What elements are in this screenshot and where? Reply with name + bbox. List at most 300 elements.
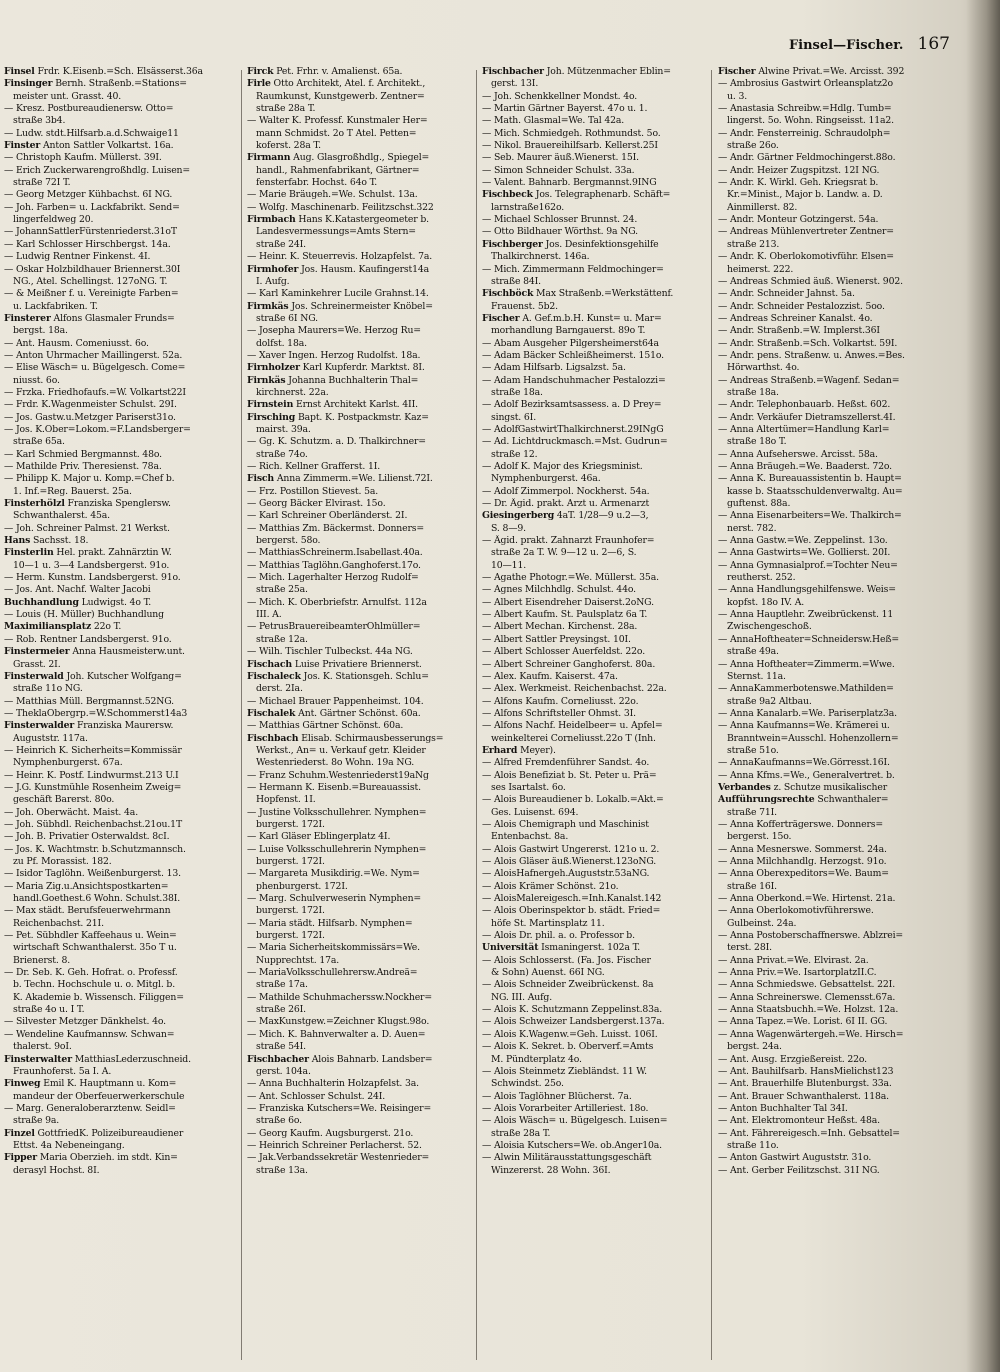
directory-entry-line: straße 13a. <box>256 1164 308 1176</box>
directory-entry-line: — Alfred Fremdenführer Sandst. 4o. <box>482 757 650 769</box>
directory-entry-line: Fischböck Max Straßenb.=Werkstättenf. <box>482 288 674 300</box>
directory-entry-line: Fischach Luise Privatiere Briennerst. <box>247 658 422 670</box>
directory-entry-line: — Anna Oberkond.=We. Hirtenst. 21a. <box>718 893 896 905</box>
directory-column-4 <box>718 66 950 1366</box>
directory-entry-line: — Nikol. Brauereihilfsarb. Kellerst.25I <box>482 140 658 152</box>
directory-entry-line: — Andr. Heizer Zugspitzst. 12I NG. <box>718 164 880 176</box>
directory-entry-line: lingerfeldweg 20. <box>13 214 94 226</box>
directory-entry-line: — Simon Schneider Schulst. 33a. <box>482 164 635 176</box>
entry-surname: Erhard <box>482 744 518 756</box>
directory-entry-line: Finweg Emil K. Hauptmann u. Kom= <box>4 1078 177 1090</box>
directory-entry-line: straße 18a. <box>491 386 543 398</box>
directory-entry-line: — Alfons Nachf. Heidelbeer= u. Apfel= <box>482 720 663 732</box>
directory-entry-line: — Anna Kofferträgerswe. Donners= <box>718 818 884 830</box>
directory-entry-line: straße 213. <box>727 238 780 250</box>
directory-entry-line: straße 26I. <box>256 1004 306 1016</box>
directory-entry-line: bergerst. 15o. <box>727 831 792 843</box>
directory-entry-line: — Alois Krämer Schönst. 21o. <box>482 880 619 892</box>
directory-entry-line: — Albert Schlosser Auerfeldst. 22o. <box>482 646 646 658</box>
directory-entry-line: — Andr. Schneider Jahnst. 5a. <box>718 288 855 300</box>
directory-entry-line: — Anna Tapez.=We. Lorist. 6I II. GG. <box>718 1016 888 1028</box>
entry-surname: Finstermeier <box>4 646 70 658</box>
directory-entry-line: — Justine Volksschullehrer. Nymphen= <box>247 806 427 818</box>
directory-entry-line: — Math. Glasmal=We. Tal 42a. <box>482 115 625 127</box>
directory-entry-line: — Anna Postoberschaffnerswe. Ablzrei= <box>718 930 904 942</box>
directory-entry-line: — Jos. Ant. Nachf. Walter Jacobi <box>4 584 151 596</box>
directory-entry-line: — Heinrich Schreiner Perlacherst. 52. <box>247 1139 422 1151</box>
directory-entry-line: — Ant. Brauer Schwanthalerst. 118a. <box>718 1090 889 1102</box>
directory-entry-line: Finsterer Alfons Glasmaler Frunds= <box>4 312 175 324</box>
directory-entry-line: terst. 28I. <box>727 942 772 954</box>
entry-surname: Giesingerberg <box>482 510 555 522</box>
directory-entry-line: handl., Rahmenfabrikant, Gärtner= <box>256 164 420 176</box>
directory-entry-line: höfe St. Martinsplatz 11. <box>491 917 605 929</box>
directory-entry-line: ses Isartalst. 6o. <box>491 781 566 793</box>
directory-entry-line: — Jos. K. Wachtmstr. b.Schutzmannsch. <box>4 843 186 855</box>
directory-entry-line: — Alois Benefiziat b. St. Peter u. Prä= <box>482 769 657 781</box>
directory-entry-line: — Marg. Generaloberarztenw. Seidl= <box>4 1102 176 1114</box>
directory-entry-line: — Anna Milchhandlg. Herzogst. 91o. <box>718 856 887 867</box>
directory-entry-line: Fischbach Elisab. Schirmausbesserungs= <box>247 732 444 744</box>
directory-entry-line: nerst. 782. <box>727 522 777 534</box>
directory-entry-line: NG. III. Aufg. <box>491 991 553 1003</box>
directory-entry-line: straße 84I. <box>491 275 541 287</box>
directory-entry-line: — Agnes Milchhdlg. Schulst. 44o. <box>482 584 636 596</box>
directory-entry-line: gerst. 13I. <box>491 78 539 90</box>
entry-surname: Fischaleck <box>247 670 301 682</box>
directory-entry-line: — Alois Taglöhner Blücherst. 7a. <box>482 1090 632 1102</box>
directory-entry-line: Schwindst. 25o. <box>491 1078 564 1090</box>
entry-surname: Finsterwalder <box>4 720 75 732</box>
directory-entry-line: lingerst. 5o. Wohn. Ringseisst. 11a2. <box>727 115 894 127</box>
directory-entry-line: — Mich. Lagerhalter Herzog Rudolf= <box>247 572 419 584</box>
directory-entry-line: — Karl Schreiner Oberländerst. 2I. <box>247 510 408 522</box>
entry-surname: Universität <box>482 942 539 954</box>
directory-entry-line: Nupprechtst. 17a. <box>256 954 340 966</box>
directory-entry-line: phenburgerst. 172I. <box>256 880 348 892</box>
directory-entry-line: — Mathilde Priv. Theresienst. 78a. <box>4 461 162 472</box>
directory-entry-line: — Frdr. K.Wagenmeister Schulst. 29I. <box>4 399 177 411</box>
directory-entry-line: — Jos. K.Ober=Lokom.=F.Landsberger= <box>4 423 191 435</box>
directory-entry-line: — Andreas Mühlenvertreter Zentner= <box>718 226 894 238</box>
directory-entry-line: — Karl Kaminkehrer Lucile Grahnst.14. <box>247 288 429 300</box>
directory-entry-line: — Valent. Bahnarb. Bergmannst.9ING <box>482 177 657 189</box>
directory-entry-line: Fisch Anna Zimmerm.=We. Lilienst.72I. <box>247 473 433 485</box>
entry-surname: Fischach <box>247 658 293 670</box>
directory-entry-line: Winzererst. 28 Wohn. 36I. <box>491 1164 611 1176</box>
directory-entry-line: Aufführungsrechte Schwanthaler= <box>718 794 889 806</box>
entry-surname: Firck <box>247 66 274 77</box>
directory-entry-line: straße 11o NG. <box>13 683 83 695</box>
directory-entry-line: kirchnerst. 22a. <box>256 386 329 398</box>
directory-entry-line: — Alois Steinmetz Ziebländst. 11 W. <box>482 1065 647 1077</box>
directory-entry-line: — Alfons Kaufm. Corneliusst. 22o. <box>482 695 639 707</box>
directory-entry-line: Thalkirchnerst. 146a. <box>491 251 590 263</box>
directory-entry-line: straße 28a T. <box>256 103 316 115</box>
directory-entry-line: — Alois K. Sekret. b. Oberverf.=Amts <box>482 1041 654 1053</box>
directory-entry-line: — Alois Oberinspektor b. städt. Fried= <box>482 905 661 917</box>
directory-entry-line: — Silvester Metzger Dänkhelst. 4o. <box>4 1016 166 1028</box>
entry-surname: Firle <box>247 78 271 90</box>
entry-surname: Fischer <box>718 66 756 77</box>
directory-entry-line: meister unt. Grasst. 40. <box>13 90 122 102</box>
directory-column-2 <box>247 66 479 1366</box>
directory-entry-line: — Frz. Postillon Stievest. 5a. <box>247 485 379 497</box>
directory-entry-line: — Heinrich K. Sicherheits=Kommissär <box>4 744 182 756</box>
entry-surname: Fischbeck <box>482 189 533 201</box>
directory-entry-line: handl.Goethest.6 Wohn. Schulst.38I. <box>13 893 181 905</box>
directory-entry-line: — Andr. pens. Straßenw. u. Anwes.=Bes. <box>718 349 905 361</box>
directory-entry-line: — Seb. Maurer äuß.Wienerst. 15I. <box>482 152 639 164</box>
directory-entry-line: kopfst. 18o IV. A. <box>727 596 805 608</box>
directory-entry-line: — PetrusBrauereibeamterOhlmüller= <box>247 621 421 633</box>
directory-entry-line: singst. 6I. <box>491 411 536 423</box>
directory-entry-line: NG., Atel. Schellingst. 127oNG. T. <box>13 275 168 287</box>
directory-entry-line: — Anna Bräugeh.=We. Baaderst. 72o. <box>718 461 892 472</box>
directory-entry-line: straße 16I. <box>727 880 777 892</box>
directory-entry-line: bergst. 18a. <box>13 325 68 337</box>
entry-surname: Finsterlin <box>4 547 54 559</box>
directory-entry-line: & Sohn) Auenst. 66I NG. <box>491 967 605 979</box>
entry-surname: Fischer <box>482 312 520 324</box>
directory-entry-line: — Adam Hilfsarb. Ligsalzst. 5a. <box>482 362 626 374</box>
directory-entry-line: Nymphenburgerst. 46a. <box>491 473 601 485</box>
directory-entry-line: Auguststr. 117a. <box>13 732 88 744</box>
directory-entry-line: — Andreas Schmied äuß. Wienerst. 902. <box>718 275 903 287</box>
directory-entry-line: — Otto Bildhauer Wörthst. 9a NG. <box>482 226 638 238</box>
directory-entry-line: — AloisMalereigesch.=Inh.Kanalst.142 <box>482 893 662 905</box>
directory-entry-line: — MatthiasSchreinerm.Isabellast.40a. <box>247 547 423 559</box>
entry-surname: Fischbacher <box>482 66 544 77</box>
entry-surname: Firnkäs <box>247 374 286 386</box>
directory-entry-line: — Andr. Gärtner Feldmochingerst.88o. <box>718 152 896 164</box>
directory-entry-line: — Albert Mechan. Kirchenst. 28a. <box>482 621 638 633</box>
directory-entry-line: — Luise Volksschullehrerin Nymphen= <box>247 843 427 855</box>
directory-entry-line: Nymphenburgerst. 67a. <box>13 757 123 769</box>
directory-entry-line: — Karl Gläser Eblingerplatz 4I. <box>247 831 391 843</box>
directory-entry-line: straße 28a T. <box>491 1127 551 1139</box>
directory-entry-line: heimerst. 222. <box>727 263 794 275</box>
directory-entry-line: koferst. 28a T. <box>256 140 321 152</box>
directory-entry-line: — Mich. K. Oberbriefstr. Arnulfst. 112a <box>247 596 427 608</box>
directory-entry-line: — Andr. Monteur Gotzingerst. 54a. <box>718 214 879 226</box>
directory-entry-line: — Andr. Straßenb.=Sch. Volkartst. 59I. <box>718 337 898 349</box>
directory-entry-line: — Alois Gastwirt Ungererst. 121o u. 2. <box>482 843 660 855</box>
directory-entry-line: Westenriederst. 8o Wohn. 19a NG. <box>256 757 415 769</box>
directory-entry-line: — Pet. Sübhdler Kaffeehaus u. Wein= <box>4 930 177 942</box>
directory-entry-line: — Dr. Ägid. prakt. Arzt u. Armenarzt <box>482 498 650 510</box>
directory-entry-line: Frauenst. 5b2. <box>491 300 558 312</box>
directory-entry-line: — Herm. Kunstm. Landsbergerst. 91o. <box>4 572 181 584</box>
directory-entry-line: — Marg. Schulverweserin Nymphen= <box>247 893 422 905</box>
directory-entry-line: straße 65a. <box>13 436 65 448</box>
directory-entry-line: wirtschaft Schwanthalerst. 35o T u. <box>13 942 177 954</box>
directory-entry-line: bergst. 24a. <box>727 1041 782 1053</box>
directory-entry-line: Ainmillerst. 82. <box>727 201 798 213</box>
directory-entry-line: bergerst. 58o. <box>256 535 321 547</box>
entry-surname: Fipper <box>4 1152 38 1164</box>
directory-entry-line: Fischer A. Gef.m.b.H. Kunst= u. Mar= <box>482 312 662 324</box>
directory-entry-line: Fischbacher Alois Bahnarb. Landsber= <box>247 1053 433 1065</box>
directory-entry-line: weinkelterei Corneliusst.22o T (Inh. <box>491 732 656 744</box>
directory-entry-line: zu Pf. Morassist. 182. <box>13 856 112 867</box>
directory-entry-line: straße 54I. <box>256 1041 306 1053</box>
directory-entry-line: Firmann Aug. Glasgroßhdlg., Spiegel= <box>247 152 430 164</box>
directory-entry-line: — Anna Priv.=We. IsartorplatzII.C. <box>718 967 877 979</box>
directory-entry-line: — Anna Gymnasialprof.=Tochter Neu= <box>718 559 898 571</box>
directory-entry-line: — Anna Handlungsgehilfenswe. Weis= <box>718 584 896 596</box>
entry-surname: Buchhandlung <box>4 596 79 608</box>
entry-surname: Finsterhölzl <box>4 498 65 510</box>
directory-entry-line: Ettst. 4a Nebeneingang. <box>13 1139 125 1151</box>
directory-entry-line: — Ägid. prakt. Zahnarzt Fraunhofer= <box>482 535 655 547</box>
directory-entry-line: — Alois Chemigraph und Maschinist <box>482 818 649 830</box>
directory-entry-line: — AnnaHoftheater=Schneidersw.Heß= <box>718 633 900 645</box>
directory-entry-line: Finster Anton Sattler Volkartst. 16a. <box>4 140 174 152</box>
directory-entry-line: — Ludw. stdt.Hilfsarb.a.d.Schwaige11 <box>4 127 179 139</box>
entry-surname: Fischberger <box>482 238 543 250</box>
directory-entry-line: — Anna Oberexpeditors=We. Baum= <box>718 868 889 880</box>
directory-entry-line: — Wolfg. Maschinenarb. Feilitzschst.322 <box>247 201 434 213</box>
column-divider <box>241 70 242 1360</box>
page-binding-shadow <box>966 0 1000 1372</box>
directory-entry-line: Finsterhölzl Franziska Spenglersw. <box>4 498 171 510</box>
directory-entry-line: — Andr. Verkäufer Dietramszellerst.4I. <box>718 411 896 423</box>
directory-entry-line: — Georg Kaufm. Augsburgerst. 21o. <box>247 1127 414 1139</box>
directory-entry-line: straße 17a. <box>256 979 308 991</box>
directory-entry-line: Firle Otto Architekt, Atel. f. Architekt., <box>247 78 426 90</box>
directory-entry-line: Fischalek Ant. Gärtner Schönst. 60a. <box>247 707 421 719</box>
directory-entry-line: straße 74o. <box>256 448 308 460</box>
directory-entry-line: — Elise Wäsch= u. Bügelgesch. Come= <box>4 362 186 374</box>
directory-entry-line: — Joh. Oberwächt. Maist. 4a. <box>4 806 139 818</box>
directory-entry-line: — Anna Hauptlehr. Zweibrückenst. 11 <box>718 609 894 621</box>
directory-entry-line: — Marie Bräugeh.=We. Schulst. 13a. <box>247 189 418 201</box>
directory-entry-line: — Albert Kaufm. St. Paulsplatz 6a T. <box>482 609 648 621</box>
directory-entry-line: — Alex. Werkmeist. Reichenbachst. 22a. <box>482 683 667 695</box>
directory-entry-line: — Anna Kfms.=We., Generalvertret. b. <box>718 769 895 781</box>
directory-entry-line: — Alex. Kaufm. Kaiserst. 47a. <box>482 670 618 682</box>
directory-entry-line: straße 12. <box>491 448 538 460</box>
directory-entry-line: straße 18o T. <box>727 436 787 448</box>
directory-entry-line: — Alois K. Schutzmann Zeppelinst.83a. <box>482 1004 663 1016</box>
directory-entry-line: straße 51o. <box>727 744 779 756</box>
entry-surname: Finsinger <box>4 78 53 90</box>
directory-entry-line: — Heinr. K. Postf. Lindwurmst.213 U.I <box>4 769 179 781</box>
directory-entry-line: 10—1 u. 3—4 Landsbergerst. 91o. <box>13 559 170 571</box>
directory-entry-line: mann Schmidst. 2o T Atel. Petten= <box>256 127 417 139</box>
directory-entry-line: I. Aufg. <box>256 275 290 287</box>
directory-entry-line: — Matthias Müll. Bergmannst.52NG. <box>4 695 174 707</box>
directory-entry-line: — J.G. Kunstmühle Rosenheim Zweig= <box>4 781 182 793</box>
directory-entry-line: — Jos. Gastw.u.Metzger Pariserst31o. <box>4 411 176 423</box>
directory-entry-line: derasyl Hochst. 8I. <box>13 1164 100 1176</box>
entry-surname: Fischböck <box>482 288 534 300</box>
directory-entry-line: thalerst. 9oI. <box>13 1041 72 1053</box>
directory-entry-line: Fischberger Jos. Desinfektionsgehilfe <box>482 238 659 250</box>
directory-entry-line: straße 9a2 Altbau. <box>727 695 812 707</box>
directory-entry-line: Fischaleck Jos. K. Stationsgeh. Schlu= <box>247 670 429 682</box>
running-title: Finsel—Fischer. <box>788 38 904 53</box>
directory-entry-line: — Agathe Photogr.=We. Müllerst. 35a. <box>482 572 659 584</box>
directory-entry-line: burgerst. 172I. <box>256 905 325 917</box>
directory-entry-line: — Ant. Brauerhilfe Blutenburgst. 33a. <box>718 1078 892 1090</box>
directory-entry-line: Finsel Frdr. K.Eisenb.=Sch. Elsässerst.36a <box>4 66 203 77</box>
directory-entry-line: — Albert Sattler Preysingst. 10I. <box>482 633 631 645</box>
directory-entry-line: — Albert Schreiner Ganghoferst. 80a. <box>482 658 656 670</box>
directory-entry-line: — TheklaObergrp.=W.Schommerst14a3 <box>4 707 188 719</box>
directory-entry-line: Hopfenst. 1I. <box>256 794 316 806</box>
directory-entry-line: Firnholzer Karl Kupferdr. Marktst. 8I. <box>247 362 425 374</box>
directory-entry-line: morhandlung Barngauerst. 89o T. <box>491 325 646 337</box>
directory-entry-line: burgerst. 172I. <box>256 818 325 830</box>
directory-entry-line: — Franz Schuhm.Westenriederst19aNg <box>247 769 429 781</box>
directory-entry-line: — Andr. Straßenb.=W. Implerst.36I <box>718 325 880 337</box>
directory-entry-line: b. Techn. Hochschule u. o. Mitgl. b. <box>13 979 176 991</box>
directory-entry-line: 1. Inf.=Reg. Bauerst. 25a. <box>13 485 132 497</box>
directory-entry-line: — Adolf K. Major des Kriegsminist. <box>482 461 643 472</box>
directory-entry-line: — Alois Gläser äuß.Wienerst.123oNG. <box>482 856 657 867</box>
directory-entry-line: Finsterwalder Franziska Maurersw. <box>4 720 174 732</box>
directory-entry-line: mandeur der Oberfeuerwerkerschule <box>13 1090 185 1102</box>
entry-surname: Fischbacher <box>247 1053 309 1065</box>
directory-entry-line: — Erich Zuckerwarengroßhdlg. Luisen= <box>4 164 191 176</box>
directory-entry-line: — Andr. Schneider Pestalozzist. 5oo. <box>718 300 885 312</box>
entry-surname: Aufführungsrechte <box>718 794 815 806</box>
directory-entry-line: — Anna Privat.=We. Elvirast. 2a. <box>718 954 869 966</box>
entry-surname: Finsterwald <box>4 670 64 682</box>
directory-entry-line: — Alois Bureaudiener b. Lokalb.=Akt.= <box>482 794 664 806</box>
directory-entry-line: straße 2a T. W. 9—12 u. 2—6, S. <box>491 547 637 559</box>
entry-surname: Firnstein <box>247 399 294 411</box>
directory-entry-line: — AnnaKaufmanns=We.Görresst.16I. <box>718 757 890 769</box>
directory-entry-line: — Gg. K. Schutzm. a. D. Thalkirchner= <box>247 436 426 448</box>
directory-entry-line: Finzel GottfriedK. Polizeibureaudiener <box>4 1127 184 1139</box>
directory-entry-line: — Hermann K. Eisenb.=Bureauassist. <box>247 781 421 793</box>
directory-entry-line: — Ant. Schlosser Schulst. 24I. <box>247 1090 386 1102</box>
directory-entry-line: — Abam Ausgeher Pilgersheimerst64a <box>482 337 659 349</box>
directory-entry-line: — Georg Metzger Kühbachst. 6I NG. <box>4 189 173 201</box>
directory-entry-line: Reichenbachst. 21I. <box>13 917 104 929</box>
directory-entry-line: S. 8—9. <box>491 522 526 534</box>
directory-entry-line: — Ludwig Rentner Finkenst. 4I. <box>4 251 151 263</box>
directory-entry-line: niusst. 6o. <box>13 374 60 386</box>
directory-entry-line: — Anna Aufseherswe. Arcisst. 58a. <box>718 448 878 460</box>
entry-surname: Hans <box>4 535 31 547</box>
entry-surname: Fischalek <box>247 707 296 719</box>
directory-entry-line: Finsinger Bernh. Straßenb.=Stations= <box>4 78 187 90</box>
entry-surname: Firnholzer <box>247 362 300 374</box>
entry-surname: Verbandes <box>718 781 771 793</box>
directory-entry-line: Fischbacher Joh. Mützenmacher Eblin= <box>482 66 671 77</box>
directory-entry-line: Erhard Meyer). <box>482 744 556 756</box>
directory-entry-line: straße 4o u. I T. <box>13 1004 85 1016</box>
directory-entry-line: M. Pündterplatz 4o. <box>491 1053 582 1065</box>
directory-entry-line: — Adolf Zimmerpol. Nockherst. 54a. <box>482 485 650 497</box>
directory-entry-line: — Mathilde Schuhmacherssw.Nockher= <box>247 991 432 1003</box>
directory-entry-line: Finsterlin Hel. prakt. Zahnärztin W. <box>4 547 172 559</box>
directory-entry-line: — Joh. Schenkkellner Mondst. 4o. <box>482 90 638 102</box>
directory-entry-line: — Joh. Farben= u. Lackfabrikt. Send= <box>4 201 180 213</box>
page-header <box>770 34 950 56</box>
directory-entry-line: — Matthias Zm. Bäckermst. Donners= <box>247 522 425 534</box>
directory-entry-line: straße 71I. <box>727 806 777 818</box>
directory-entry-line: — Karl Schlosser Hirschbergst. 14a. <box>4 238 171 250</box>
directory-entry-line: u. Lackfabriken. T. <box>13 300 98 312</box>
directory-entry-line: — Anna K. Bureauassistentin b. Haupt= <box>718 473 902 485</box>
directory-entry-line: — Kresz. Postbureaudienersw. Otto= <box>4 103 174 115</box>
entry-surname: Finweg <box>4 1078 41 1090</box>
directory-entry-line: — Anton Buchhalter Tal 34I. <box>718 1102 848 1114</box>
directory-entry-line: burgerst. 172I. <box>256 856 325 867</box>
directory-entry-line: — AdolfGastwirtThalkirchnerst.29INgG <box>482 423 664 435</box>
directory-entry-line: — Anna Wagenwärtergeh.=We. Hirsch= <box>718 1028 904 1040</box>
directory-entry-line: — Andreas Straßenb.=Wagenf. Sedan= <box>718 374 900 386</box>
directory-entry-line: straße 6o. <box>256 1115 302 1127</box>
directory-entry-line: — Anna Oberlokomotivführerswe. <box>718 905 874 917</box>
directory-entry-line: — Wilh. Tischler Tulbeckst. 44a NG. <box>247 646 413 658</box>
directory-entry-line: — Dr. Seb. K. Geh. Hofrat. o. Professf. <box>4 967 178 979</box>
directory-entry-line: fensterfabr. Hochst. 64o T. <box>256 177 378 189</box>
directory-entry-line: — Maria Sicherheitskommissärs=We. <box>247 942 420 954</box>
directory-entry-line: — Mich. Schmiedgeh. Rothmundst. 5o. <box>482 127 661 139</box>
directory-entry-line: — Alois Dr. phil. a. o. Professor b. <box>482 930 635 942</box>
directory-entry-line: Werkst., An= u. Verkauf getr. Kleider <box>256 744 426 756</box>
directory-entry-line: Ges. Luisenst. 694. <box>491 806 579 818</box>
directory-entry-line: — Maria Zig.u.Ansichtspostkarten= <box>4 880 169 892</box>
directory-entry-line: burgerst. 172I. <box>256 930 325 942</box>
directory-entry-line: — Alois K.Wagenw.=Geh. Luisst. 106I. <box>482 1028 658 1040</box>
directory-entry-line: mairst. 39a. <box>256 423 311 435</box>
directory-entry-line: — Martin Gärtner Bayerst. 47o u. 1. <box>482 103 648 115</box>
directory-entry-line: — Michael Schlosser Brunnst. 24. <box>482 214 638 226</box>
directory-entry-line: Landesvermessungs=Amts Stern= <box>256 226 416 238</box>
directory-entry-line: — Joh. B. Privatier Osterwaldst. 8cI. <box>4 831 170 843</box>
entry-surname: Fischbach <box>247 732 299 744</box>
directory-entry-line: Raumkunst, Kunstgewerb. Zentner= <box>256 90 425 102</box>
directory-entry-line: — Alwin Militärausstattungsgeschäft <box>482 1152 652 1164</box>
directory-entry-line: — Karl Schmied Bergmannst. 48o. <box>4 448 162 460</box>
directory-entry-line: — Andr. Telephonbauarb. Heßst. 602. <box>718 399 891 411</box>
directory-entry-line: Firmbach Hans K.Katastergeometer b. <box>247 214 429 226</box>
directory-entry-line: — Heinr. K. Steuerrevis. Holzapfelst. 7a. <box>247 251 433 263</box>
directory-entry-line: straße 6I NG. <box>256 312 318 324</box>
directory-entry-line: — Anna Buchhalterin Holzapfelst. 3a. <box>247 1078 419 1090</box>
directory-entry-line: — Alois Vorarbeiter Artilleriest. 18o. <box>482 1102 649 1114</box>
directory-entry-line: — Anna Kanalarb.=We. Pariserplatz3a. <box>718 707 897 719</box>
entry-surname: Finsterwalter <box>4 1053 72 1065</box>
directory-entry-line: — Anastasia Schreibw.=Hdlg. Tumb= <box>718 103 892 115</box>
directory-entry-line: — Rob. Rentner Landsbergerst. 91o. <box>4 633 172 645</box>
directory-entry-line: straße 24I. <box>256 238 306 250</box>
entry-surname: Firmann <box>247 152 291 164</box>
directory-entry-line: — Xaver Ingen. Herzog Rudolfst. 18a. <box>247 349 421 361</box>
directory-entry-line: — Anna Staatsbuchh.=We. Holzst. 12a. <box>718 1004 899 1016</box>
directory-column-3 <box>482 66 714 1366</box>
directory-entry-line: 10—11. <box>491 559 527 571</box>
directory-entry-line: — Ant. Bauhilfsarb. HansMielichst123 <box>718 1065 894 1077</box>
directory-entry-line: straße 25a. <box>256 584 308 596</box>
directory-entry-line: Schwanthalerst. 45a. <box>13 510 110 522</box>
directory-entry-line: — Ant. Elektromonteur Heßst. 48a. <box>718 1115 880 1127</box>
directory-entry-line: dolfst. 18a. <box>256 337 307 349</box>
directory-entry-line: Brienerst. 8. <box>13 954 71 966</box>
directory-entry-line: Finsterwald Joh. Kutscher Wolfgang= <box>4 670 182 682</box>
directory-entry-line: — Ant. Ausg. Erzgießereist. 22o. <box>718 1053 867 1065</box>
directory-entry-line: Entenbachst. 8a. <box>491 831 569 843</box>
entry-surname: Firmhofer <box>247 263 299 275</box>
directory-entry-line: — Joh. Sübhdl. Reichenbachst.21ou.1T <box>4 818 183 830</box>
